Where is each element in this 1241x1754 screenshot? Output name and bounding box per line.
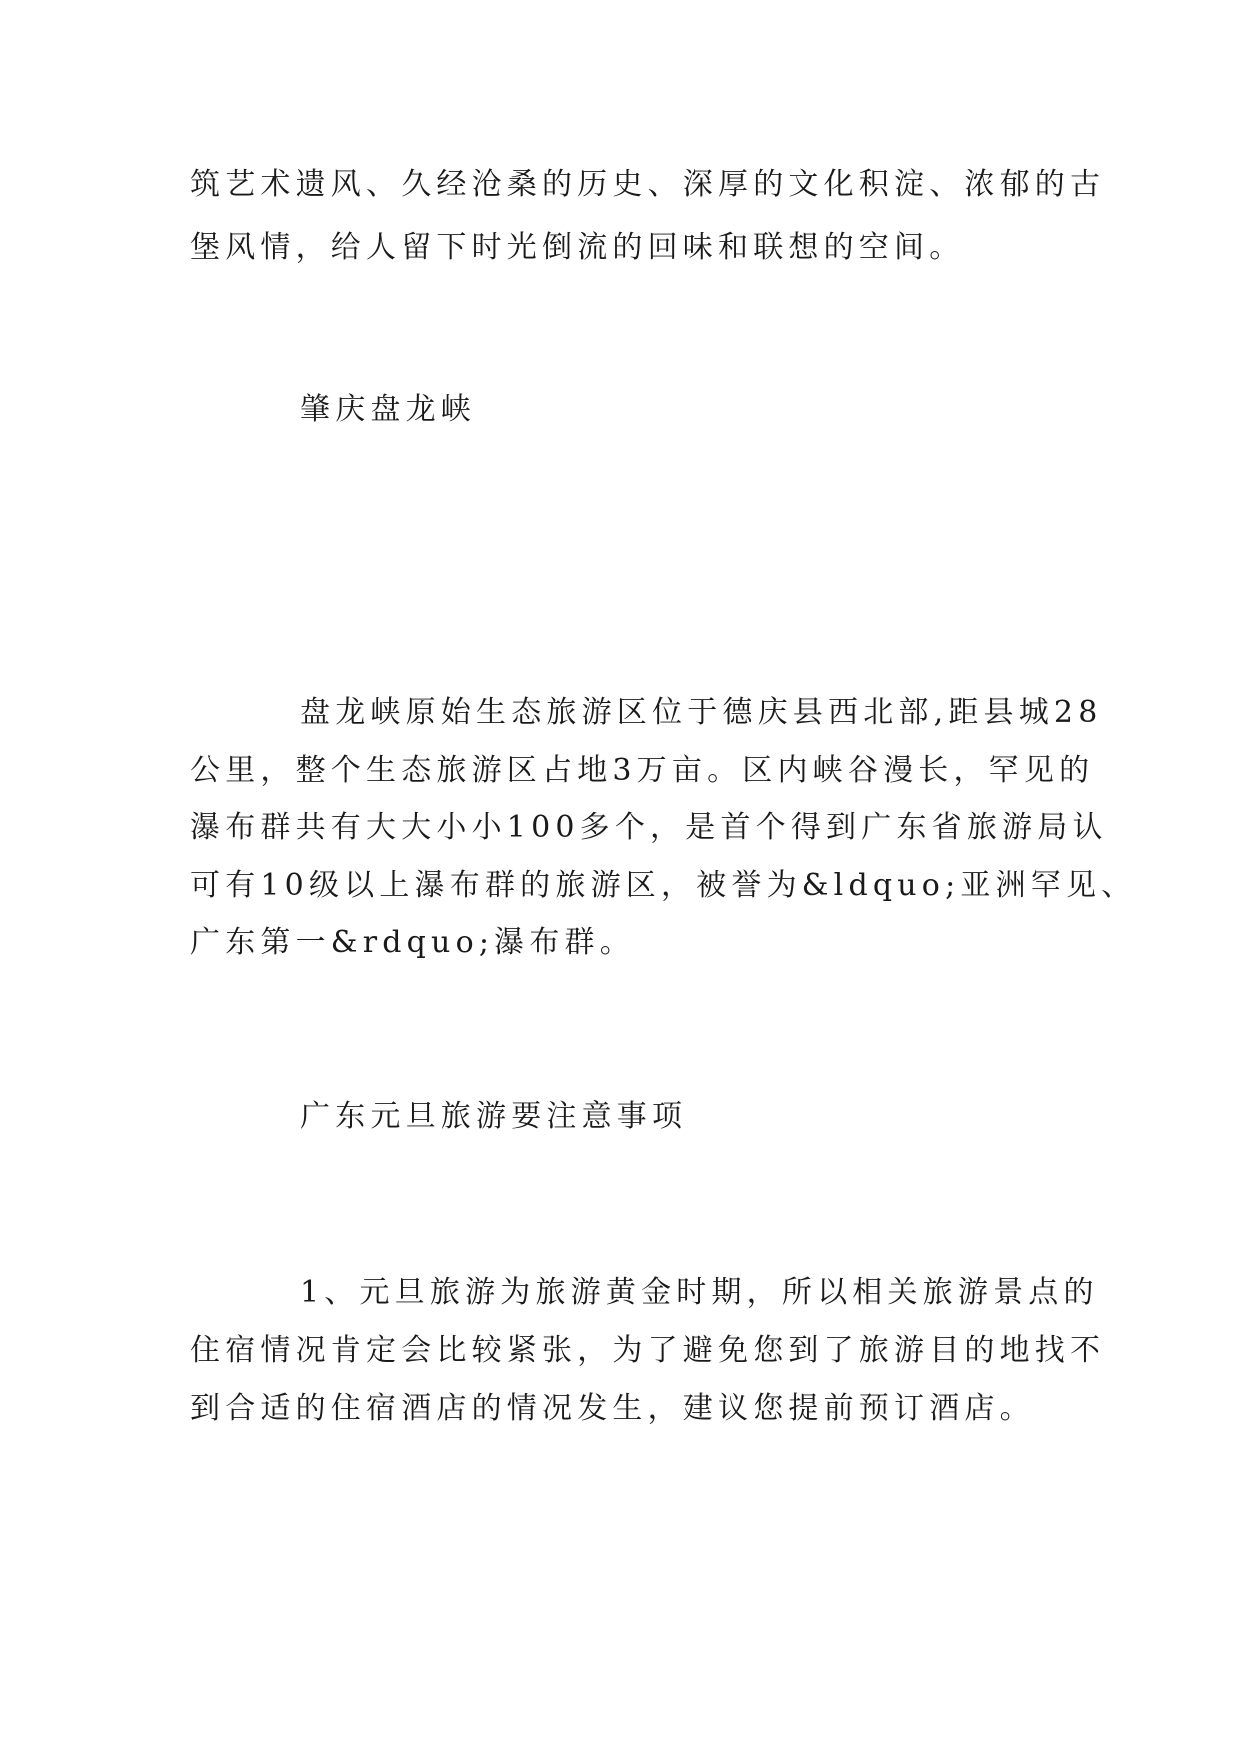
section-heading-panlongxia: 肇庆盘龙峡 <box>300 392 476 427</box>
paragraph-line: 到合适的住宿酒店的情况发生，建议您提前预订酒店。 <box>190 1391 1035 1426</box>
paragraph-line: 住宿情况肯定会比较紧张，为了避免您到了旅游目的地找不 <box>190 1333 1106 1368</box>
section-heading-new-year-tips: 广东元旦旅游要注意事项 <box>300 1099 688 1134</box>
paragraph-line: 堡风情，给人留下时光倒流的回味和联想的空间。 <box>190 230 965 265</box>
paragraph-line: 广东第一&rdquo;瀑布群。 <box>190 925 635 960</box>
paragraph-line: 1、元旦旅游为旅游黄金时期，所以相关旅游景点的 <box>300 1275 1099 1310</box>
paragraph-line: 瀑布群共有大大小小100多个，是首个得到广东省旅游局认 <box>190 810 1108 845</box>
paragraph-line: 盘龙峡原始生态旅游区位于德庆县西北部,距县城28 <box>300 695 1103 730</box>
paragraph-line: 筑艺术遗风、久经沧桑的历史、深厚的文化积淀、浓郁的古 <box>190 167 1106 202</box>
paragraph-line: 可有10级以上瀑布群的旅游区，被誉为&ldquo;亚洲罕见、 <box>190 868 1137 903</box>
paragraph-line: 公里，整个生态旅游区占地3万亩。区内峡谷漫长，罕见的 <box>190 753 1095 788</box>
